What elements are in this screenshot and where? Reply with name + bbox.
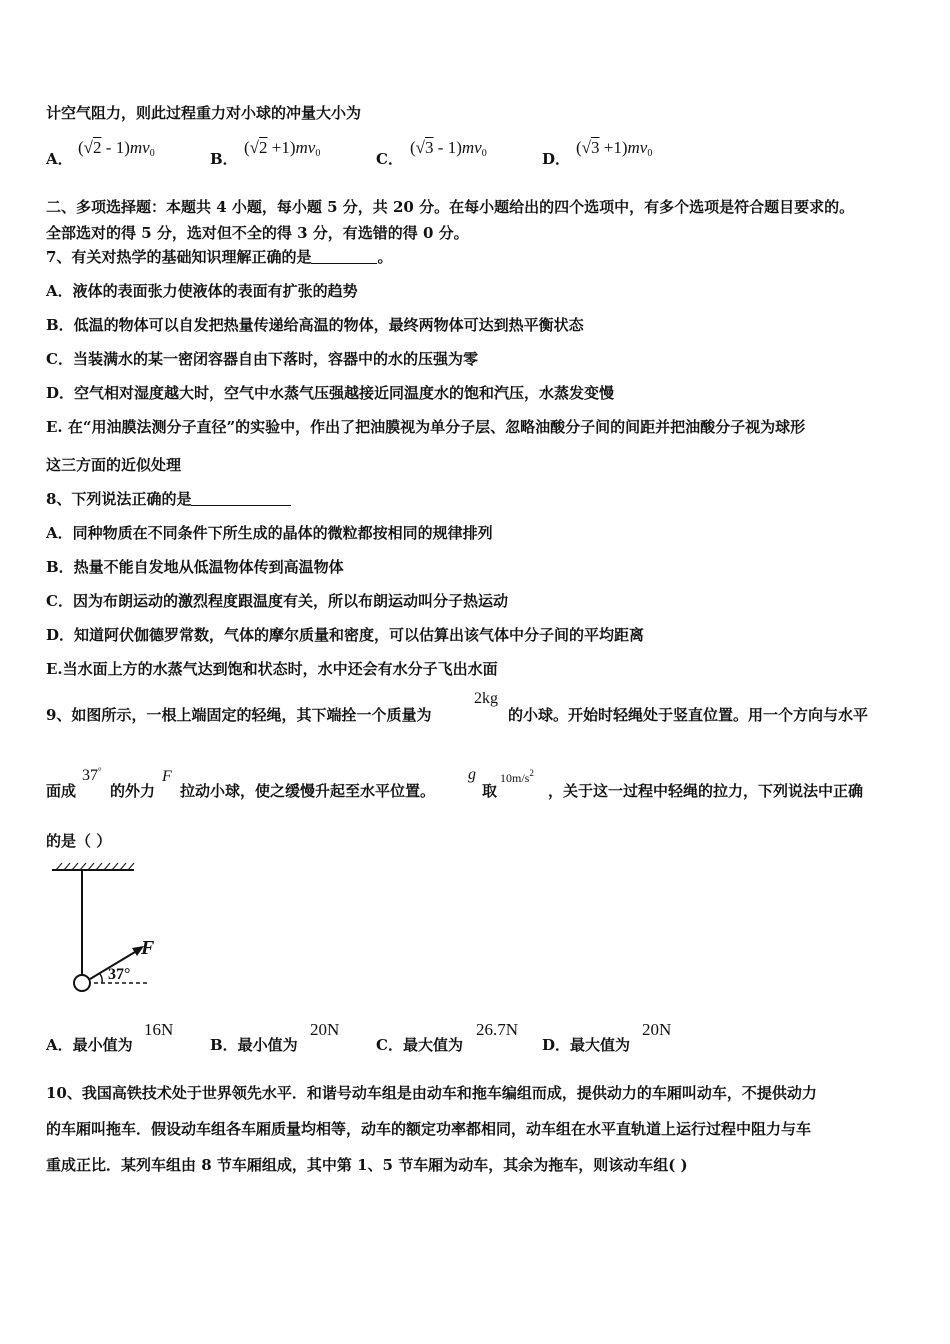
q9-g-symbol: g — [468, 766, 476, 783]
q9-line2-e: ，关于这一过程中轻绳的拉力，下列说法中正确 — [548, 782, 864, 800]
q6-stem-tail: 计空气阻力，则此过程重力对小球的冲量大小为 — [46, 104, 362, 122]
q9-option-a-label: A．最小值为 — [46, 1036, 133, 1054]
q9-line2-d: 取 — [482, 782, 498, 800]
q6-option-d-formula: $(√3 +1)mv_0$ — [576, 138, 653, 159]
q9-force-symbol: F — [162, 768, 172, 785]
q7-option-b: B．低温的物体可以自发把热量传递给高温的物体，最终两物体可达到热平衡状态 — [46, 316, 584, 334]
q6-option-b-formula: $(√2 +1)mv_0$ — [244, 138, 321, 159]
q9-mass: 2kg — [474, 690, 498, 707]
q9-option-b-label: B．最小值为 — [210, 1036, 298, 1054]
q9-option-d-value: 20N — [642, 1020, 672, 1039]
q8-option-c: C．因为布朗运动的激烈程度跟温度有关，所以布朗运动叫分子热运动 — [46, 592, 508, 610]
q7-option-e-continued: 这三方面的近似处理 — [46, 456, 182, 474]
q9-line3: 的是（ ） — [46, 832, 112, 850]
q9-g-value: $10m/s^2$ — [500, 768, 534, 785]
section2-heading-line1: 二、多项选择题：本题共 4 小题，每小题 5 分，共 20 分。在每小题给出的四个选项中，有多个选项是符合题目要求的。 — [46, 198, 855, 216]
q8-option-d: D．知道阿伏伽德罗常数，气体的摩尔质量和密度，可以估算出该气体中分子间的平均距离 — [46, 626, 645, 644]
q9-angle: 37° — [82, 766, 102, 784]
q6-option-a-letter: A． — [46, 150, 73, 168]
q10-line1: 10、我国高铁技术处于世界领先水平．和谐号动车组是由动车和拖车编组而成，提供动力的车厢叫动车，不提供动力 — [46, 1084, 817, 1102]
q6-option-c-letter: C． — [376, 150, 403, 168]
q6-option-c-formula: $(√3 - 1)mv_0$ — [410, 138, 487, 159]
q9-line2-c: 拉动小球，使之缓慢升起至水平位置。 — [180, 782, 436, 800]
q7-stem: 7、有关对热学的基础知识理解正确的是 。 — [46, 248, 393, 266]
q6-option-d-letter: D． — [542, 150, 571, 168]
q9-option-c-label: C．最大值为 — [376, 1036, 463, 1054]
q9-pendulum-figure — [46, 862, 176, 1002]
q6-option-a-formula: $(√2 - 1)mv_0$ — [78, 138, 155, 159]
q9-option-d-label: D．最大值为 — [542, 1036, 631, 1054]
q9-option-a-value: 16N — [144, 1020, 174, 1039]
q9-option-b-value: 20N — [310, 1020, 340, 1039]
q7-option-d: D．空气相对湿度越大时，空气中水蒸气压强越接近同温度水的饱和汽压，水蒸发变慢 — [46, 384, 615, 402]
q9-figure-force-label: F — [141, 937, 155, 959]
q9-figure-angle-label: 37° — [108, 966, 131, 983]
q9-line1-b: 的小球。开始时轻绳处于竖直位置。用一个方向与水平 — [508, 706, 869, 724]
q9-option-c-value: 26.7N — [476, 1020, 519, 1039]
q8-option-a: A．同种物质在不同条件下所生成的晶体的微粒都按相同的规律排列 — [46, 524, 493, 542]
q9-line1-a: 9、如图所示，一根上端固定的轻绳，其下端拴一个质量为 — [46, 706, 432, 724]
section2-heading-line2: 全部选对的得 5 分，选对但不全的得 3 分，有选错的得 0 分。 — [46, 224, 469, 242]
q9-line2-b: 的外力 — [110, 782, 156, 800]
q7-answer-blank — [311, 249, 377, 264]
q10-line2: 的车厢叫拖车．假设动车组各车厢质量均相等，动车的额定功率都相同，动车组在水平直轨道上运行过程中阻力与车 — [46, 1120, 812, 1138]
q8-option-b: B．热量不能自发地从低温物体传到高温物体 — [46, 558, 344, 576]
q8-stem: 8、下列说法正确的是 — [46, 488, 291, 509]
q7-option-e: E. 在“用油膜法测分子直径”的实验中，作出了把油膜视为单分子层、忽略油酸分子间的间距并把油酸分子视为球形 — [46, 418, 806, 436]
q8-answer-blank — [191, 491, 291, 506]
q10-line3: 重成正比．某列车组由 8 节车厢组成，其中第 1、5 节车厢为动车，其余为拖车，则该动车组( ) — [46, 1156, 688, 1174]
q7-option-c: C．当装满水的某一密闭容器自由下落时，容器中的水的压强为零 — [46, 350, 478, 368]
q6-option-b-letter: B． — [210, 150, 238, 168]
q7-option-a: A．液体的表面张力使液体的表面有扩张的趋势 — [46, 282, 358, 300]
q8-option-e: E.当水面上方的水蒸气达到饱和状态时，水中还会有水分子飞出水面 — [46, 660, 498, 678]
q9-line2-a: 面成 — [46, 782, 77, 800]
